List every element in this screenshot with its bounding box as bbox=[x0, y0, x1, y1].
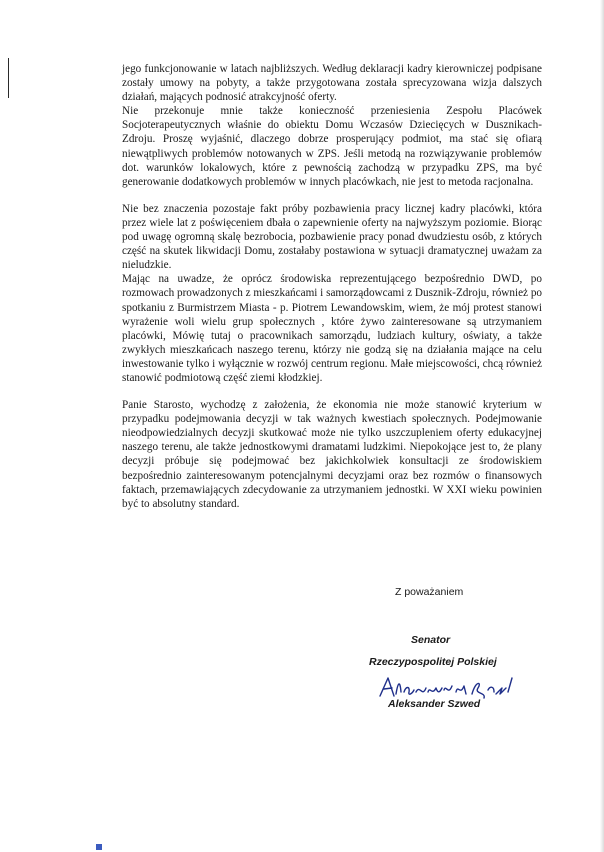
scan-mark bbox=[96, 844, 102, 850]
signer-name: Aleksander Szwed bbox=[388, 698, 481, 710]
paragraph-5: Panie Starosto, wychodzę z założenia, że ekonomia nie może stanowić kryterium w przypadku podejmowania decyzji w tak ważnych kwestiach społecznych. Podejmowanie nieodpowiedzialnych decyzji skutkować może nie tylko uszczupleniem oferty edukacyjnej naszego terenu, ale także jednostkowymi dramatami ludzkimi. Niepokojące jest to, że plany decyzji próbuje się podejmować bez jakichkolwiek konsultacji ze środowiskiem bezpośrednio zainteresowanym potencjalnymi decyzjami oraz bez rozmów o finansowych faktach, przemawiających zdecydowanie za utrzymaniem jednostki. W XXI wieku powinien być to absolutny standard. bbox=[122, 399, 542, 510]
signer-title-line-2: Rzeczypospolitej Polskiej bbox=[369, 656, 497, 668]
letter-body bbox=[122, 62, 542, 511]
signer-title-line-1: Senator bbox=[411, 634, 451, 646]
paragraph-4: Mając na uwadze, że oprócz środowiska reprezentującego bezpośrednio DWD, po rozmowach prowadzonych z mieszkańcami i samorządowcami z Dusznik-Zdroju, również po spotkaniu z Burmistrzem Miasta - p. Piotrem Lewandowskim, wiem, że mój protest stanowi wyrażenie woli wielu grup społecznych , które żywo zainteresowane są utrzymaniem placówki, Mówię tutaj o pracownikach samorządu, ludziach kultury, oświaty, a także zwykłych mieszkańcach naszego terenu, którzy nie godzą się na działania mające na celu inwestowanie tylko i wyłącznie w rozwój centrum regionu. Małe miejscowości, chcą również stanowić podmiotową część ziemi kłodzkiej. bbox=[122, 273, 543, 384]
margin-mark bbox=[8, 58, 9, 98]
page-edge-shadow bbox=[600, 0, 604, 852]
paragraph-2: Nie przekonuje mnie także konieczność przeniesienia Zespołu Placówek Socjoterapeutycznych właśnie do obiektu Domu Wczasów Dziecięcych w Dusznikach-Zdroju. Proszę wyjaśnić, dlaczego dobrze prosperujący podmiot, ma stać się ofiarą niewątpliwych problemów notowanych w ZPS. Jeśli metodą na rozwiązywanie problemów dot. warunków lokalowych, które z pewnością zachodzą w przypadku ZPS, ma być generowanie dodatkowych problemów w innych placówkach, nie jest to metoda racjonalna. bbox=[122, 105, 542, 188]
paragraph-3: Nie bez znaczenia pozostaje fakt próby pozbawienia pracy licznej kadry placówki, która przez wiele lat z poświęceniem dbała o zapewnienie oferty na najwyższym poziomie. Biorąc pod uwagę ogromną skalę bezrobocia, pozbawienie pracy ponad dwudziestu osób, z których część na skutek likwidacji Domu, zostałaby postawiona w sytuacji dramatycznej uważam za nieludzkie. bbox=[122, 202, 542, 272]
closing-regards: Z poważaniem bbox=[395, 586, 464, 598]
paragraph-1: jego funkcjonowanie w latach najbliższych. Według deklaracji kadry kierowniczej podpisane zostały umowy na pobyty, a także przygotowana została sprecyzowana wizja dalszych działań, mających podnosić atrakcyjność oferty. bbox=[122, 63, 542, 104]
